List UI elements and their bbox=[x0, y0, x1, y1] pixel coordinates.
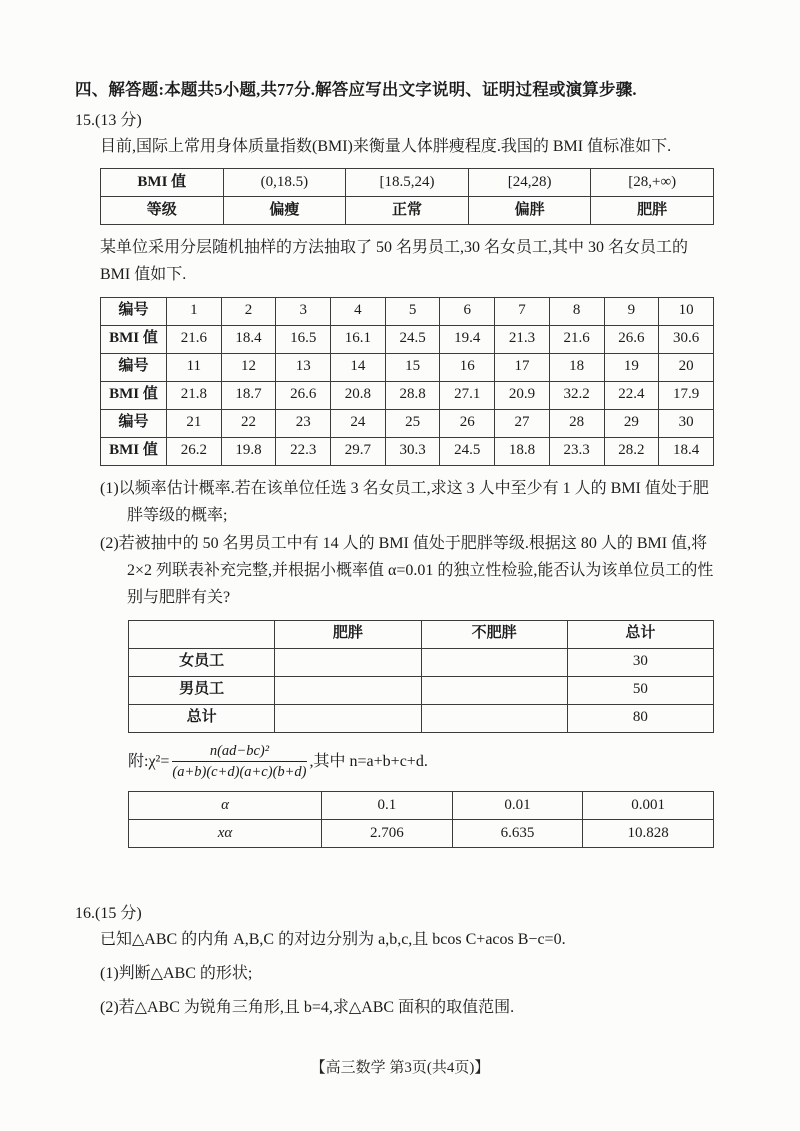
table-cell: 14 bbox=[331, 353, 386, 381]
table-row bbox=[101, 409, 714, 437]
table-cell: 24.5 bbox=[440, 437, 495, 465]
table-cell: 25 bbox=[385, 409, 440, 437]
table-cell: 7 bbox=[495, 297, 550, 325]
table-cell: 不肥胖 bbox=[421, 620, 567, 648]
table-cell: 26.2 bbox=[167, 437, 222, 465]
table-cell: 正常 bbox=[346, 197, 469, 225]
table-cell bbox=[421, 648, 567, 676]
table-row bbox=[101, 325, 714, 353]
table-row bbox=[129, 648, 714, 676]
table-cell: 4 bbox=[331, 297, 386, 325]
table-cell bbox=[275, 648, 421, 676]
table-cell: 29 bbox=[604, 409, 659, 437]
table-cell: 10.828 bbox=[583, 819, 714, 847]
problem-15-body bbox=[100, 133, 714, 848]
problem-15-part1: (1)以频率估计概率.若在该单位任选 3 名女员工,求这 3 人中至少有 1 人的 BMI 值处于肥胖等级的概率; bbox=[100, 479, 709, 524]
table-cell: 19.4 bbox=[440, 325, 495, 353]
table-cell: 20.8 bbox=[331, 381, 386, 409]
table-row bbox=[101, 353, 714, 381]
table-cell: [28,+∞) bbox=[591, 169, 714, 197]
table-cell: 22.4 bbox=[604, 381, 659, 409]
table-cell: 24 bbox=[331, 409, 386, 437]
table-cell: α bbox=[129, 791, 322, 819]
table-cell: 0.001 bbox=[583, 791, 714, 819]
table-cell: 18.7 bbox=[221, 381, 276, 409]
critical-value-table bbox=[128, 791, 714, 848]
table-cell: 21 bbox=[167, 409, 222, 437]
table-cell: 18 bbox=[549, 353, 604, 381]
table-cell bbox=[421, 676, 567, 704]
table-cell: 13 bbox=[276, 353, 331, 381]
table-cell: BMI 值 bbox=[101, 381, 167, 409]
fraction bbox=[172, 742, 306, 781]
problem-15-part2: (2)若被抽中的 50 名男员工中有 14 人的 BMI 值处于肥胖等级.根据这 80 人的 BMI 值,将 2×2 列联表补充完整,并根据小概率值 α=0.01 的独立性检验,能否认为该单位员工的性别与肥胖有关? bbox=[100, 534, 714, 607]
table-cell: 16.1 bbox=[331, 325, 386, 353]
table-cell: (0,18.5) bbox=[223, 169, 346, 197]
table-cell: 20.9 bbox=[495, 381, 550, 409]
table-cell: 3 bbox=[276, 297, 331, 325]
page-footer: 【高三数学 第3页(共4页)】 bbox=[310, 1060, 490, 1076]
table-cell: 总计 bbox=[567, 620, 713, 648]
bmi-standard-table bbox=[100, 168, 714, 225]
table-row bbox=[129, 620, 714, 648]
table-cell: 30 bbox=[567, 648, 713, 676]
table-cell: 肥胖 bbox=[591, 197, 714, 225]
table-cell: 总计 bbox=[129, 704, 275, 732]
table-cell: [24,28) bbox=[468, 169, 591, 197]
table-cell: 27.1 bbox=[440, 381, 495, 409]
chi-square-formula bbox=[128, 742, 714, 781]
table-cell: 6 bbox=[440, 297, 495, 325]
table-cell: 等级 bbox=[101, 197, 224, 225]
table-row bbox=[129, 704, 714, 732]
table-row bbox=[101, 297, 714, 325]
problem-15-number: 15.(13 分) bbox=[75, 112, 142, 129]
problem-16-number: 16.(15 分) bbox=[75, 904, 142, 922]
table-cell: [18.5,24) bbox=[346, 169, 469, 197]
table-cell: 编号 bbox=[101, 297, 167, 325]
problem-16-part1: (1)判断△ABC 的形状; bbox=[100, 964, 253, 982]
table-cell: 50 bbox=[567, 676, 713, 704]
table-cell: 18.4 bbox=[221, 325, 276, 353]
table-cell: 28.8 bbox=[385, 381, 440, 409]
table-row bbox=[101, 437, 714, 465]
table-cell: 21.6 bbox=[549, 325, 604, 353]
problem-16-part2: (2)若△ABC 为锐角三角形,且 b=4,求△ABC 面积的取值范围. bbox=[100, 999, 515, 1017]
table-cell: 23 bbox=[276, 409, 331, 437]
table-row bbox=[129, 676, 714, 704]
table-cell: 28.2 bbox=[604, 437, 659, 465]
table-cell: 18.4 bbox=[659, 437, 714, 465]
section-header: 四、解答题:本题共5小题,共77分.解答应写出文字说明、证明过程或演算步骤. bbox=[75, 80, 637, 99]
fraction-denominator: (a+b)(c+d)(a+c)(b+d) bbox=[172, 763, 307, 780]
table-cell: 30.6 bbox=[659, 325, 714, 353]
table-cell: 21.3 bbox=[495, 325, 550, 353]
table-cell bbox=[421, 704, 567, 732]
table-cell bbox=[275, 704, 421, 732]
table-cell: xα bbox=[129, 819, 322, 847]
female-bmi-data-table bbox=[100, 297, 714, 466]
table-cell: BMI 值 bbox=[101, 325, 167, 353]
table-cell: 22.3 bbox=[276, 437, 331, 465]
problem-16 bbox=[75, 900, 714, 1022]
table-cell: 2 bbox=[221, 297, 276, 325]
table-cell: BMI 值 bbox=[101, 437, 167, 465]
table-cell: 19 bbox=[604, 353, 659, 381]
table-cell: 编号 bbox=[101, 353, 167, 381]
problem-15-sampling-text: 某单位采用分层随机抽样的方法抽取了 50 名男员工,30 名女员工,其中 30 名女员工的 BMI 值如下. bbox=[100, 239, 689, 284]
table-cell: 15 bbox=[385, 353, 440, 381]
table-cell: 17.9 bbox=[659, 381, 714, 409]
table-cell: 17 bbox=[495, 353, 550, 381]
problem-16-body bbox=[100, 926, 714, 1022]
table-cell: 男员工 bbox=[129, 676, 275, 704]
table-row bbox=[129, 791, 714, 819]
table-cell: 32.2 bbox=[549, 381, 604, 409]
table-row bbox=[101, 197, 714, 225]
table-cell: 5 bbox=[385, 297, 440, 325]
fraction-numerator: n(ad−bc)² bbox=[172, 742, 306, 762]
table-cell: 12 bbox=[221, 353, 276, 381]
table-cell: 80 bbox=[567, 704, 713, 732]
contingency-table bbox=[128, 620, 714, 733]
table-cell: 22 bbox=[221, 409, 276, 437]
table-cell: 16 bbox=[440, 353, 495, 381]
table-cell: 0.1 bbox=[322, 791, 453, 819]
table-row bbox=[101, 169, 714, 197]
table-cell: 2.706 bbox=[322, 819, 453, 847]
table-cell: 19.8 bbox=[221, 437, 276, 465]
table-cell: 肥胖 bbox=[275, 620, 421, 648]
table-cell bbox=[129, 620, 275, 648]
table-cell: 0.01 bbox=[452, 791, 583, 819]
table-cell: 编号 bbox=[101, 409, 167, 437]
table-cell: 27 bbox=[495, 409, 550, 437]
problem-15 bbox=[75, 107, 714, 848]
table-cell: 30.3 bbox=[385, 437, 440, 465]
table-cell: 偏瘦 bbox=[223, 197, 346, 225]
table-cell: BMI 值 bbox=[101, 169, 224, 197]
table-cell: 8 bbox=[549, 297, 604, 325]
table-cell: 26 bbox=[440, 409, 495, 437]
table-cell: 21.8 bbox=[167, 381, 222, 409]
table-cell: 28 bbox=[549, 409, 604, 437]
table-cell: 6.635 bbox=[452, 819, 583, 847]
table-cell: 26.6 bbox=[604, 325, 659, 353]
formula-prefix: 附:χ²= bbox=[128, 752, 170, 770]
problem-15-intro: 目前,国际上常用身体质量指数(BMI)来衡量人体胖瘦程度.我国的 BMI 值标准如下. bbox=[100, 138, 672, 155]
table-cell: 23.3 bbox=[549, 437, 604, 465]
table-cell: 29.7 bbox=[331, 437, 386, 465]
table-row bbox=[101, 381, 714, 409]
table-cell: 16.5 bbox=[276, 325, 331, 353]
table-row bbox=[129, 819, 714, 847]
table-cell: 偏胖 bbox=[468, 197, 591, 225]
table-cell: 女员工 bbox=[129, 648, 275, 676]
table-cell: 10 bbox=[659, 297, 714, 325]
table-cell: 18.8 bbox=[495, 437, 550, 465]
table-cell: 26.6 bbox=[276, 381, 331, 409]
table-cell: 20 bbox=[659, 353, 714, 381]
table-cell: 21.6 bbox=[167, 325, 222, 353]
table-cell bbox=[275, 676, 421, 704]
problem-16-intro: 已知△ABC 的内角 A,B,C 的对边分别为 a,b,c,且 bcos C+acos B−c=0. bbox=[100, 930, 566, 948]
table-cell: 24.5 bbox=[385, 325, 440, 353]
table-cell: 11 bbox=[167, 353, 222, 381]
formula-suffix: ,其中 n=a+b+c+d. bbox=[309, 752, 428, 770]
table-cell: 9 bbox=[604, 297, 659, 325]
table-cell: 1 bbox=[167, 297, 222, 325]
table-cell: 30 bbox=[659, 409, 714, 437]
